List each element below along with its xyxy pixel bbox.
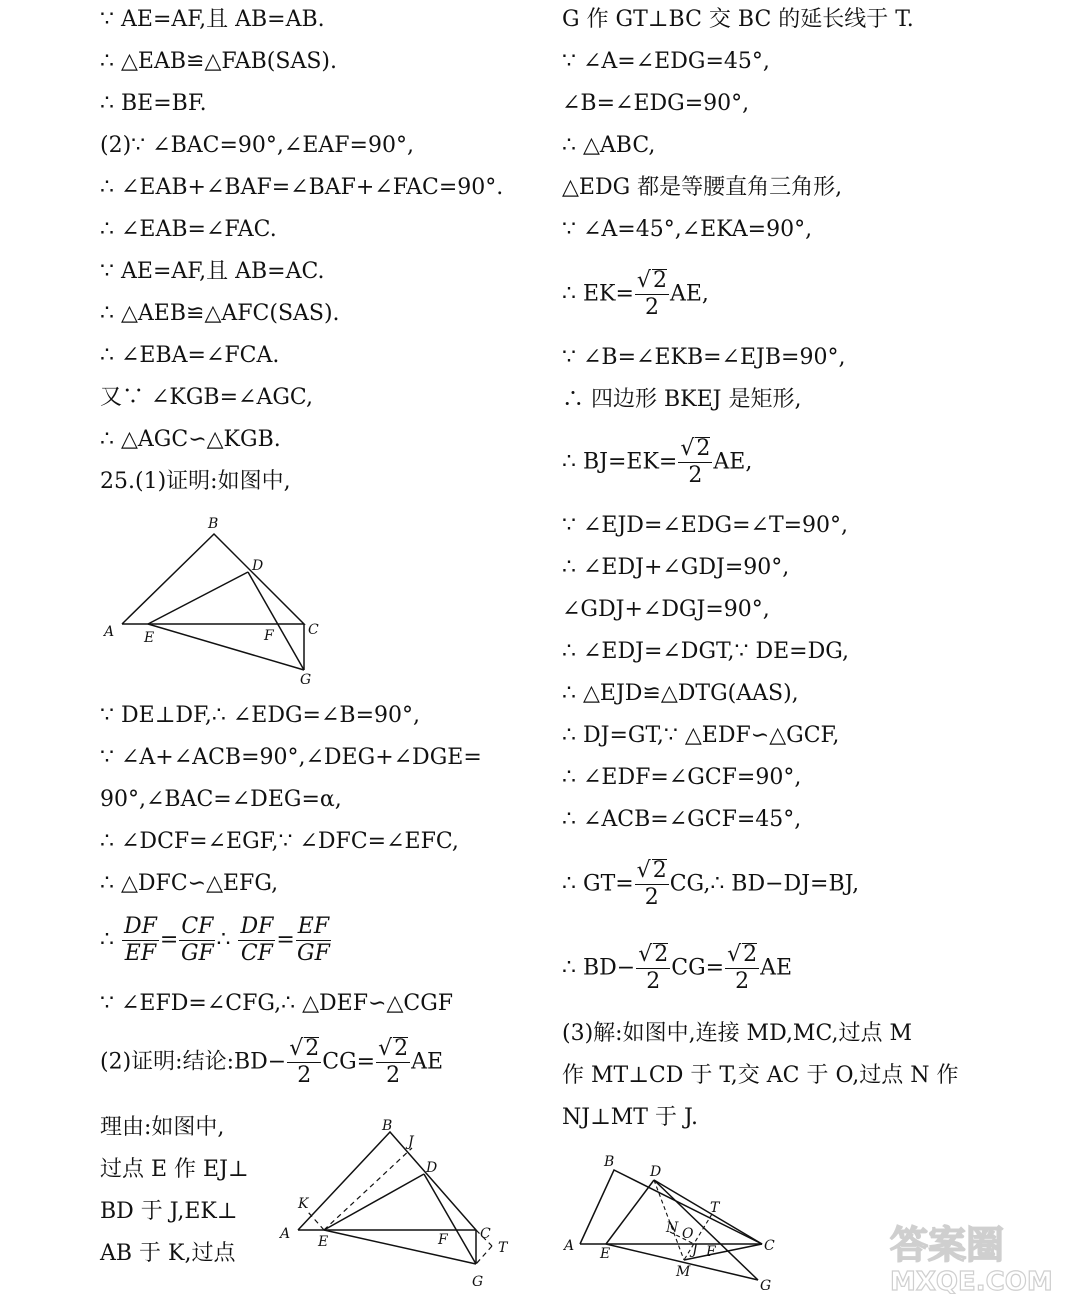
denominator: 2 — [386, 1063, 401, 1088]
conclusion-suffix: AE — [411, 1049, 444, 1075]
text-line: NJ⊥MT 于 J. — [562, 1105, 699, 1130]
text-line: ∴ 四边形 BKEJ 是矩形, — [562, 387, 802, 412]
text-line: 25.(1)证明:如图中, — [100, 469, 291, 494]
text-line: ∴ △ABC, — [562, 133, 656, 158]
text-line: ∵ ∠A=∠EDG=45°, — [562, 49, 770, 74]
figure-3-diagram — [562, 1150, 792, 1296]
text-line: △EDG 都是等腰直角三角形, — [562, 175, 843, 200]
text-line: ∴ △EAB≌△FAB(SAS). — [100, 49, 337, 74]
text-line: (2)∵ ∠BAC=90°,∠EAF=90°, — [100, 133, 414, 158]
point-label: C — [480, 1226, 491, 1242]
radicand: 2 — [305, 1036, 320, 1061]
text-line: ∴ DJ=GT,∵ △EDF∽△GCF, — [562, 723, 840, 748]
text-line: ∴ △AGC∽△KGB. — [100, 427, 281, 452]
text-line: G 作 GT⊥BC 交 BC 的延长线于 T. — [562, 7, 914, 32]
text-line: ∴ BE=BF. — [100, 91, 207, 116]
ratio-line — [100, 914, 332, 967]
point-label: M — [676, 1264, 691, 1280]
text-line: ∠GDJ+∠DGJ=90°, — [562, 597, 770, 622]
radicand: 2 — [654, 942, 669, 967]
point-label: A — [280, 1226, 291, 1242]
ek-suffix: AE, — [669, 281, 709, 307]
sqrt-fraction: $\frac{√2}{2}$ — [636, 268, 667, 320]
ratio-prefix: ∴ — [100, 927, 121, 953]
gt-prefix: ∴ GT= — [562, 871, 634, 897]
point-label: O — [682, 1226, 694, 1242]
watermark-text: 答案圈 — [890, 1223, 1005, 1267]
point-label: E — [600, 1246, 611, 1262]
denominator: GF — [180, 941, 214, 966]
point-label: F — [264, 628, 274, 644]
bj-suffix: AE, — [713, 449, 753, 475]
numerator: DF — [124, 914, 157, 939]
denominator: 2 — [644, 295, 659, 320]
numerator: EF — [297, 914, 330, 939]
equals: = — [159, 927, 179, 953]
bd-suffix: AE — [760, 955, 793, 981]
sqrt-fraction: $\frac{√2}{2}$ — [289, 1036, 320, 1088]
text-line: ∴ ∠EDJ+∠GDJ=90°, — [562, 555, 790, 580]
text-line: ∴ △EJD≌△DTG(AAS), — [562, 681, 799, 706]
radicand: 2 — [652, 858, 667, 883]
text-line: ∵ ∠A=45°,∠EKA=90°, — [562, 217, 813, 242]
denominator: 2 — [688, 463, 703, 488]
sqrt-fraction: $\frac{√2}{2}$ — [378, 1036, 409, 1088]
bd-line — [562, 942, 792, 995]
text-line: ∴ ∠EDJ=∠DGT,∵ DE=DG, — [562, 639, 849, 664]
figure-2-diagram — [276, 1116, 522, 1296]
bj-prefix: ∴ BJ=EK= — [562, 449, 678, 475]
denominator: 2 — [735, 969, 750, 994]
point-label: C — [308, 622, 319, 638]
equals: = — [276, 927, 295, 953]
text-line: ∴ ∠EDF=∠GCF=90°, — [562, 765, 802, 790]
text-line: ∴ ∠EBA=∠FCA. — [100, 343, 280, 368]
watermark-url: MXQE.COM — [890, 1267, 1053, 1294]
gt-line — [562, 858, 859, 911]
gt-suffix: CG,∴ BD−DJ=BJ, — [669, 871, 860, 897]
therefore: ∴ — [216, 927, 238, 953]
text-line: ∠B=∠EDG=90°, — [562, 91, 750, 116]
point-label: J — [408, 1134, 414, 1150]
point-label: F — [706, 1244, 716, 1260]
sqrt-fraction: $\frac{√2}{2}$ — [727, 942, 758, 994]
text-line: 90°,∠BAC=∠DEG=α, — [100, 787, 342, 812]
radicand: 2 — [394, 1036, 409, 1061]
denominator: CF — [240, 941, 273, 966]
point-label: A — [104, 624, 115, 640]
text-line: ∵ ∠A+∠ACB=90°,∠DEG+∠DGE= — [100, 745, 482, 770]
text-line: ∵ ∠B=∠EKB=∠EJB=90°, — [562, 345, 846, 370]
text-line: 过点 E 作 EJ⊥ — [100, 1157, 249, 1182]
text-line: ∴ ∠DCF=∠EGF,∵ ∠DFC=∠EFC, — [100, 829, 459, 854]
text-line: ∴ ∠EAB=∠FAC. — [100, 217, 277, 242]
text-line: ∵ ∠EJD=∠EDG=∠T=90°, — [562, 513, 849, 538]
fraction — [238, 914, 275, 967]
radicand: 2 — [652, 268, 667, 293]
sqrt-fraction: $\frac{√2}{2}$ — [638, 942, 669, 994]
conclusion-mid: CG= — [322, 1049, 376, 1075]
text-line: ∵ ∠EFD=∠CFG,∴ △DEF∽△CGF — [100, 991, 454, 1016]
point-label: G — [760, 1278, 772, 1294]
watermark-logo — [882, 1214, 1062, 1294]
bj-line — [562, 436, 752, 489]
bd-prefix: ∴ BD− — [562, 955, 636, 981]
ek-prefix: ∴ EK= — [562, 281, 634, 307]
point-label: F — [438, 1232, 448, 1248]
text-line: (3)解:如图中,连接 MD,MC,过点 M — [562, 1021, 913, 1046]
text-line: AB 于 K,过点 — [100, 1241, 236, 1266]
point-label: T — [498, 1240, 508, 1256]
point-label: J — [692, 1242, 698, 1258]
fraction — [296, 914, 331, 967]
fraction — [179, 914, 215, 967]
ek-line — [562, 268, 709, 321]
text-line: ∴ △DFC∽△EFG, — [100, 871, 279, 896]
point-label: E — [318, 1234, 329, 1250]
denominator: 2 — [646, 969, 661, 994]
denominator: EF — [124, 941, 157, 966]
sqrt-fraction: $\frac{√2}{2}$ — [636, 858, 667, 910]
point-label: C — [764, 1238, 775, 1254]
conclusion-line — [100, 1036, 443, 1089]
text-line: 理由:如图中, — [100, 1115, 225, 1140]
denominator: 2 — [644, 885, 659, 910]
text-line: ∴ ∠ACB=∠GCF=45°, — [562, 807, 802, 832]
point-label: N — [666, 1220, 679, 1236]
point-label: G — [300, 672, 312, 688]
conclusion-prefix: (2)证明:结论:BD− — [100, 1049, 287, 1075]
point-label: G — [472, 1274, 484, 1290]
numerator: CF — [181, 914, 214, 939]
denominator: 2 — [297, 1063, 312, 1088]
point-label: D — [426, 1160, 438, 1176]
text-line: ∵ AE=AF,且 AB=AC. — [100, 259, 325, 284]
radicand: 2 — [696, 436, 711, 461]
radicand: 2 — [743, 942, 758, 967]
sqrt-fraction: $\frac{√2}{2}$ — [680, 436, 711, 488]
text-line: ∵ DE⊥DF,∴ ∠EDG=∠B=90°, — [100, 703, 420, 728]
text-line: 作 MT⊥CD 于 T,交 AC 于 O,过点 N 作 — [562, 1063, 959, 1088]
fraction — [122, 914, 159, 967]
point-label: B — [208, 516, 219, 532]
point-label: B — [604, 1154, 615, 1170]
point-label: T — [710, 1200, 720, 1216]
text-line: BD 于 J,EK⊥ — [100, 1199, 238, 1224]
denominator: GF — [297, 941, 330, 966]
point-label: B — [382, 1118, 393, 1134]
text-line: ∴ ∠EAB+∠BAF=∠BAF+∠FAC=90°. — [100, 175, 504, 200]
text-line: 又∵ ∠KGB=∠AGC, — [100, 385, 313, 410]
figure-1-diagram — [100, 512, 330, 692]
point-label: D — [650, 1164, 662, 1180]
text-line: ∵ AE=AF,且 AB=AB. — [100, 7, 325, 32]
point-label: E — [144, 630, 155, 646]
bd-mid: CG= — [671, 955, 725, 981]
point-label: K — [298, 1196, 309, 1212]
point-label: D — [252, 558, 264, 574]
point-label: A — [564, 1238, 575, 1254]
numerator: DF — [240, 914, 274, 939]
text-line: ∴ △AEB≌△AFC(SAS). — [100, 301, 340, 326]
